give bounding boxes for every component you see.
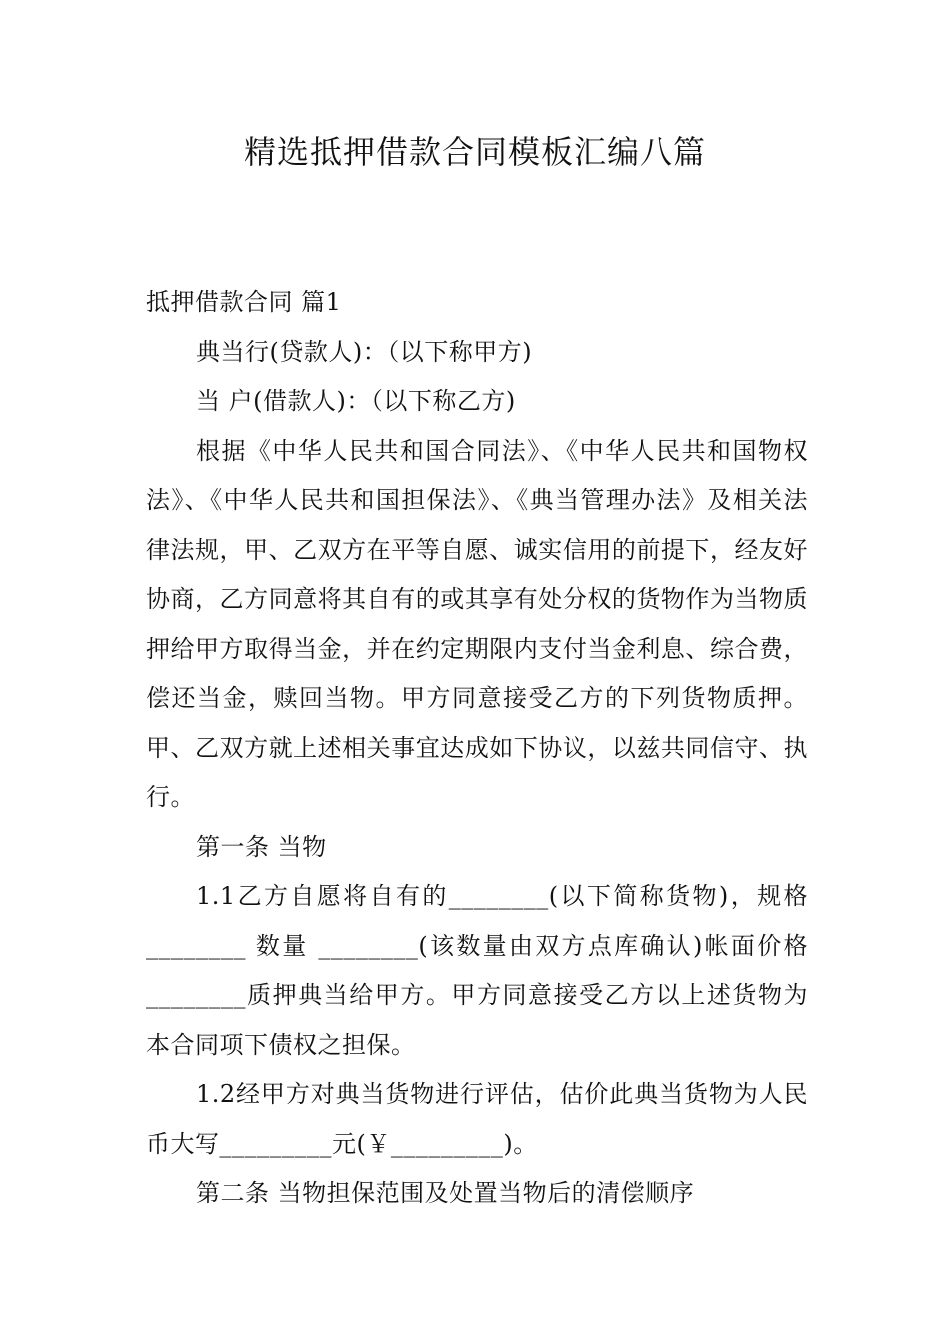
document-body xyxy=(146,278,808,1219)
document-title: 精选抵押借款合同模板汇编八篇 xyxy=(243,133,706,171)
paragraph-lender: 典当行(贷款人)：（以下称甲方) xyxy=(196,337,533,366)
clause-1-2: 1.2经甲方对典当货物进行评估，估价此典当货物为人民币大写_________元(￥_________)。 xyxy=(146,1080,808,1158)
article-2-heading: 第二条 当物担保范围及处置当物后的清偿顺序 xyxy=(196,1179,695,1207)
paragraph-preamble: 根据《中华人民共和国合同法》、《中华人民共和国物权法》、《中华人民共和国担保法》、《典当管理办法》及相关法律法规，甲、乙双方在平等自愿、诚实信用的前提下，经友好协商，乙方同意将其自有的或其享有处分权的货物作为当物质押给甲方取得当金，并在约定期限内支付当金利息、综合费，偿还当金，赎回当物。甲方同意接受乙方的下列货物质押。甲、乙双方就上述相关事宜达成如下协议，以兹共同信守、执行。 xyxy=(146,436,808,811)
paragraph-borrower: 当 户(借款人)：（以下称乙方) xyxy=(196,387,516,415)
clause-1-1: 1.1乙方自愿将自有的________(以下简称货物)，规格________ 数量 ________(该数量由双方点库确认)帐面价格 ________质押典当给甲方。甲方同意接受乙方以上述货物为本合同项下债权之担保。 xyxy=(146,882,808,1059)
article-1-heading: 第一条 当物 xyxy=(196,832,327,861)
section-heading: 抵押借款合同 篇1 xyxy=(146,288,342,316)
